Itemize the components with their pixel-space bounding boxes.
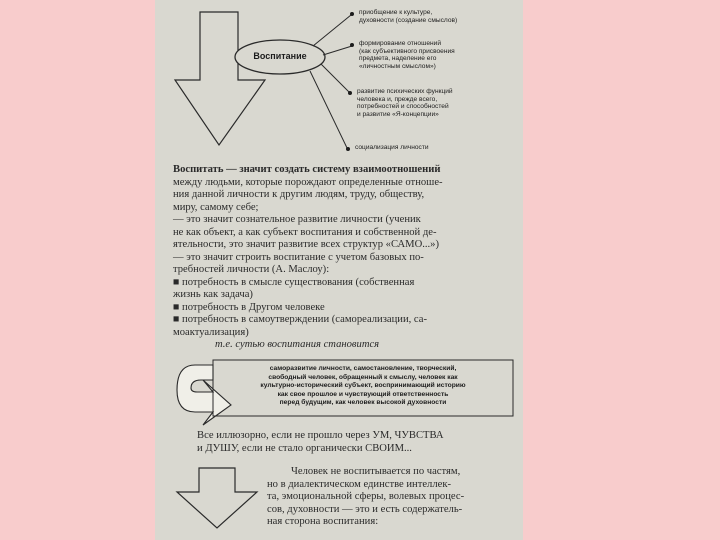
bullet-marker: [346, 147, 350, 151]
small-down-arrow-shape: [177, 468, 257, 528]
text-block-definition: Воспитать — значит создать систему взаимоотношений между людьми, которые порождают определенные отноше- ния данной личности к другим людям, труду, обществу, миру, самому себе; — это значит сознательное развитие личности (ученик не как объект, а как субъект воспитания и собственной де- ятельности, это значит развитие всех структур «САМО...») — это значит строить воспитание с учетом базовых по- требностей личности (А. Маслоу): ■ потребность в смысле существования (собственная жизнь как задача) ■ потребность в Другом человеке ■ потребность в самоутверждении (самореализации, са- моактуализация): [173, 164, 443, 338]
center-label: Воспитание: [253, 51, 307, 61]
text-block-whole-person: Человек не воспитывается по частям, но в диалектическом единстве интеллек- та, эмоциональной сферы, волевых процес- сов, духовности — это и есть содержатель- ная сторона воспитания:: [267, 466, 465, 527]
text-block-illusory: Все иллюзорно, если не прошло через УМ, ЧУВСТВА и ДУШУ, если не стало органически СВОИМ...: [197, 430, 444, 454]
scanned-page: [155, 0, 523, 540]
bullet-item-4: социализация личности: [355, 144, 429, 151]
box-text: саморазвитие личности, самостановление, творческий, свободный человек, обращенный к смыслу, человек как культурно-исторический субъект, воспринимающий историю как свое прошлое и чувствующий ответственность перед будущим, как человек высокой духовности: [260, 365, 466, 407]
bullet-item-1: приобщение к культуре, духовности (создание смыслов): [359, 9, 458, 24]
bullet-item-3: развитие психических функций человека и, прежде всего, потребностей и способностей и развитие «Я-концепции»: [357, 88, 453, 118]
down-arrow-shape: [175, 12, 265, 145]
bullet-marker: [348, 91, 352, 95]
bullet-item-2: формирование отношений (как субъективного присвоения предмета, наделение его «личностным смыслом»): [359, 40, 455, 70]
italic-line: т.е. сутью воспитания становится: [215, 339, 380, 350]
bullet-marker: [350, 43, 354, 47]
bullet-marker: [350, 12, 354, 16]
